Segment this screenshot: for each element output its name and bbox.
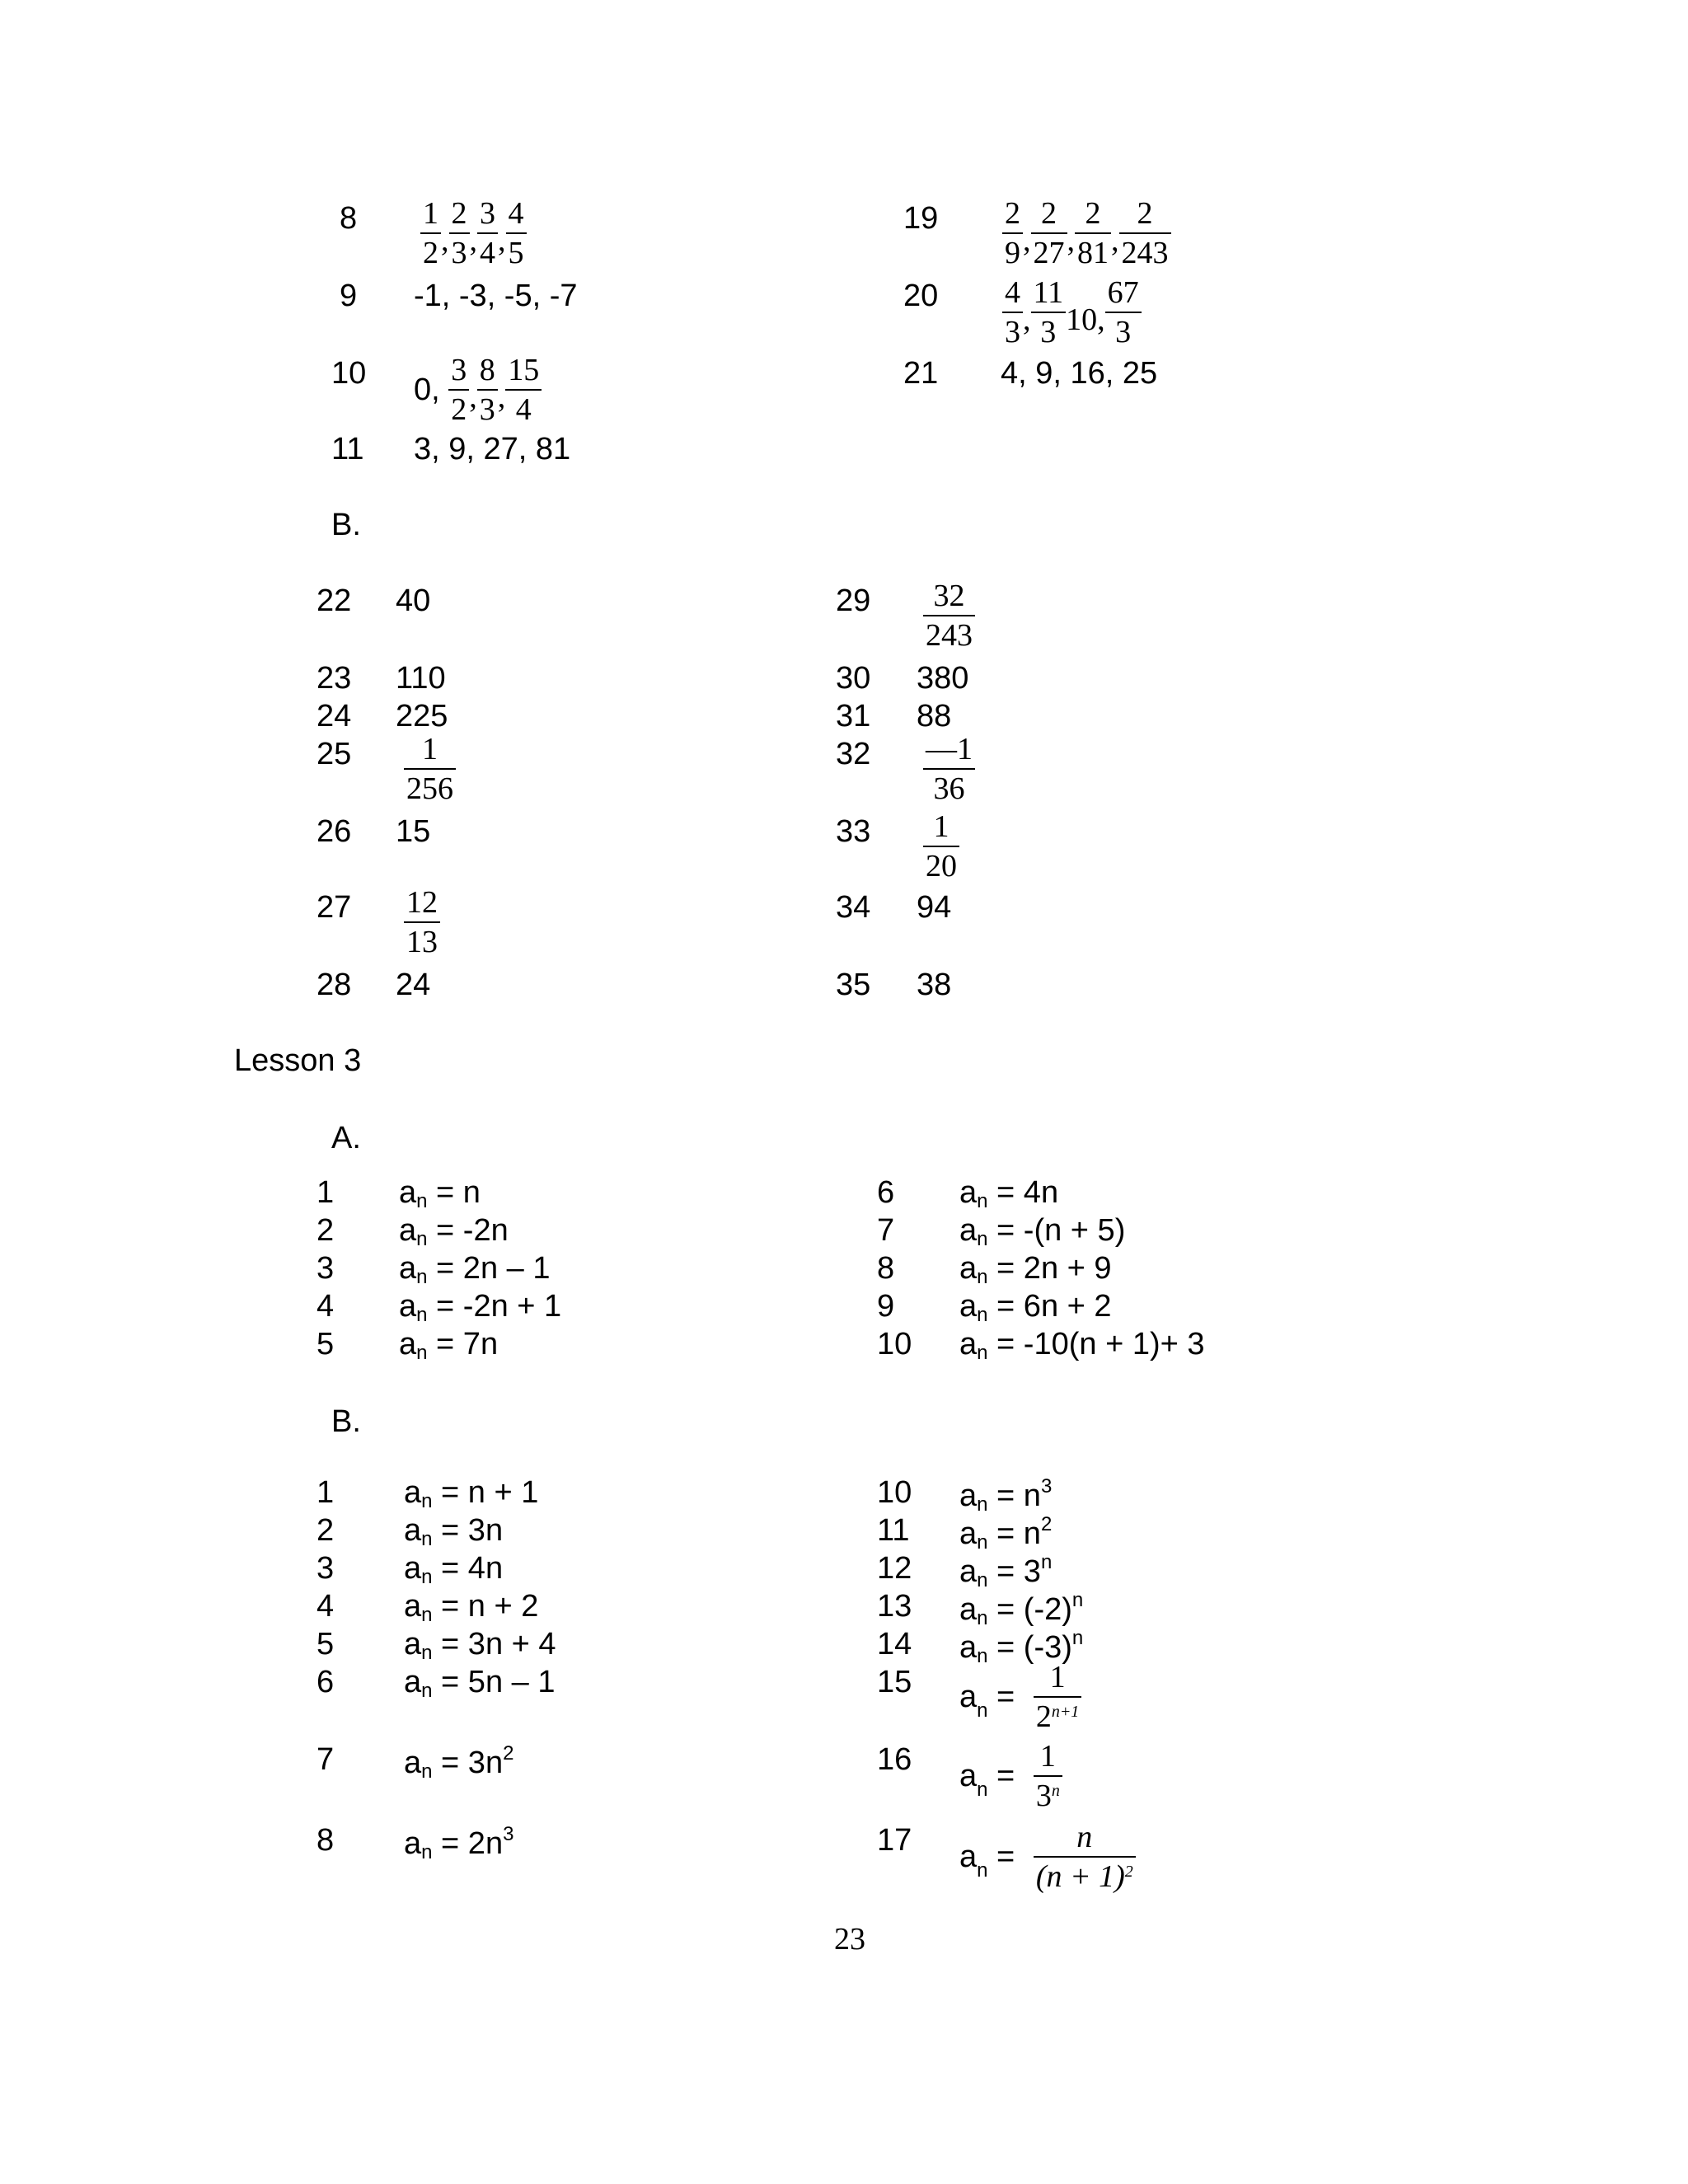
item-number: 6 (316, 1665, 335, 1699)
formula: $a_n = (-2)^n$ (959, 1589, 1084, 1629)
item-number: 27 (316, 890, 352, 925)
section-heading-b: B. (331, 508, 361, 542)
item-number: 9 (340, 279, 358, 313)
item-number: 2 (316, 1213, 335, 1248)
formula: $a_n = 2n - 1$ (399, 1251, 551, 1288)
item-number: 7 (316, 1742, 335, 1777)
item-number: 10 (877, 1327, 912, 1361)
formula: $a_n = -2n$ (399, 1213, 509, 1250)
formula: $a_n = 4n$ (404, 1551, 504, 1588)
item-number: 15 (877, 1665, 912, 1699)
lesson-title: Lesson 3 (234, 1043, 362, 1078)
formula: $a_n = -(n + 5)$ (959, 1213, 1126, 1250)
item-answer: 3, 9, 27, 81 (414, 432, 571, 466)
item-answer: 40 (396, 583, 431, 618)
formula: $a_n = n + 2$ (404, 1589, 539, 1626)
formula: $a_n = -10(n + 1)+ 3$ (959, 1327, 1205, 1364)
formula: $a_n = 3^n$ (959, 1551, 1053, 1591)
formula: $a_n = 4n$ (959, 1175, 1059, 1212)
item-number: 28 (316, 968, 352, 1002)
formula-fraction: $a_n$ = $\frac{1}{3^n}$ (959, 1741, 1062, 1811)
item-number: 24 (316, 699, 352, 733)
section-heading-b: B. (331, 1404, 361, 1439)
section-heading-a: A. (331, 1121, 361, 1155)
item-answer: 94 (917, 890, 952, 925)
formula: $a_n = n$ (399, 1175, 481, 1212)
fraction: $\frac{1}{256}$ (404, 733, 456, 804)
item-number: 16 (877, 1742, 912, 1777)
item-answer: 225 (396, 699, 448, 733)
item-number: 19 (903, 201, 939, 236)
item-number: 2 (316, 1513, 335, 1548)
item-number: 13 (877, 1589, 912, 1624)
formula: $a_n = 3n + 4$ (404, 1627, 556, 1664)
item-number: 10 (877, 1475, 912, 1510)
fraction: $\frac{12}{13}$ (404, 887, 440, 958)
formula: $a_n = n^2$ (959, 1513, 1053, 1554)
item-answer: 380 (917, 661, 969, 696)
item-number: 8 (877, 1251, 895, 1286)
item-number: 3 (316, 1551, 335, 1586)
fraction-list: 0, $\frac{3}{2}$ , $\frac{8}{3}$ , $\frac{15}{4}$ (414, 354, 542, 425)
item-number: 10 (331, 356, 367, 391)
formula-fraction: $a_n$ = $\frac{n}{(n + 1)^2}$ (959, 1821, 1136, 1892)
item-number: 29 (836, 583, 871, 618)
item-number: 6 (877, 1175, 895, 1210)
item-number: 35 (836, 968, 871, 1002)
item-answer: 88 (917, 699, 952, 733)
item-number: 11 (331, 432, 364, 466)
item-number: 22 (316, 583, 352, 618)
item-answer: 24 (396, 968, 431, 1002)
item-number: 4 (316, 1589, 335, 1624)
formula: $a_n = 3n$ (404, 1513, 504, 1550)
item-number: 12 (877, 1551, 912, 1586)
formula: $a_n = n^3$ (959, 1475, 1053, 1516)
fraction-list: $\frac{2}{9}$ , $\frac{2}{27}$ , $\frac{2}{81}$ , $\frac{2}{243}$ (1002, 198, 1171, 269)
fraction: $\frac{—1}{36}$ (923, 733, 975, 804)
formula: $a_n = -2n + 1$ (399, 1289, 562, 1326)
page-number: 23 (834, 1922, 865, 1957)
item-number: 32 (836, 737, 871, 771)
item-answer: -1, -3, -5, -7 (414, 279, 578, 313)
formula: $a_n = 6n + 2$ (959, 1289, 1112, 1326)
item-number: 33 (836, 814, 871, 849)
item-number: 20 (903, 279, 939, 313)
item-number: 7 (877, 1213, 895, 1248)
formula: $a_n = 3n^2$ (404, 1742, 514, 1783)
item-number: 31 (836, 699, 871, 733)
formula: $a_n = 2n^3$ (404, 1823, 514, 1863)
item-answer: 4, 9, 16, 25 (1001, 356, 1158, 391)
item-answer: 15 (396, 814, 431, 849)
item-number: 8 (340, 201, 358, 236)
item-number: 25 (316, 737, 352, 771)
item-number: 9 (877, 1289, 895, 1324)
item-number: 3 (316, 1251, 335, 1286)
item-number: 30 (836, 661, 871, 696)
item-number: 8 (316, 1823, 335, 1858)
item-number: 1 (316, 1475, 335, 1510)
item-number: 11 (877, 1513, 910, 1548)
formula: $a_n = n + 1$ (404, 1475, 539, 1512)
item-answer: 38 (917, 968, 952, 1002)
item-number: 26 (316, 814, 352, 849)
fraction: $\frac{32}{243}$ (923, 580, 975, 651)
fraction-list: $\frac{1}{2}$ , $\frac{2}{3}$ , $\frac{3}{4}$ , $\frac{4}{5}$ (420, 198, 527, 269)
item-number: 4 (316, 1289, 335, 1324)
item-number: 34 (836, 890, 871, 925)
fraction-list: $\frac{4}{3}$ , $\frac{11}{3}$ 10, $\frac{67}{3}$ (1002, 277, 1142, 348)
item-number: 17 (877, 1823, 912, 1858)
formula: $a_n = 5n - 1$ (404, 1665, 556, 1702)
formula: $a_n = 7n$ (399, 1327, 499, 1364)
item-number: 21 (903, 356, 939, 391)
formula-fraction: $a_n$ = $\frac{1}{2^{n+1}}$ (959, 1661, 1081, 1732)
item-number: 5 (316, 1327, 335, 1361)
item-number: 23 (316, 661, 352, 696)
item-number: 5 (316, 1627, 335, 1661)
item-number: 1 (316, 1175, 335, 1210)
fraction: $\frac{1}{20}$ (923, 811, 959, 882)
formula: $a_n = 2n + 9$ (959, 1251, 1112, 1288)
item-number: 14 (877, 1627, 912, 1661)
formula: $a_n = (-3)^n$ (959, 1627, 1084, 1667)
item-answer: 110 (396, 661, 446, 696)
